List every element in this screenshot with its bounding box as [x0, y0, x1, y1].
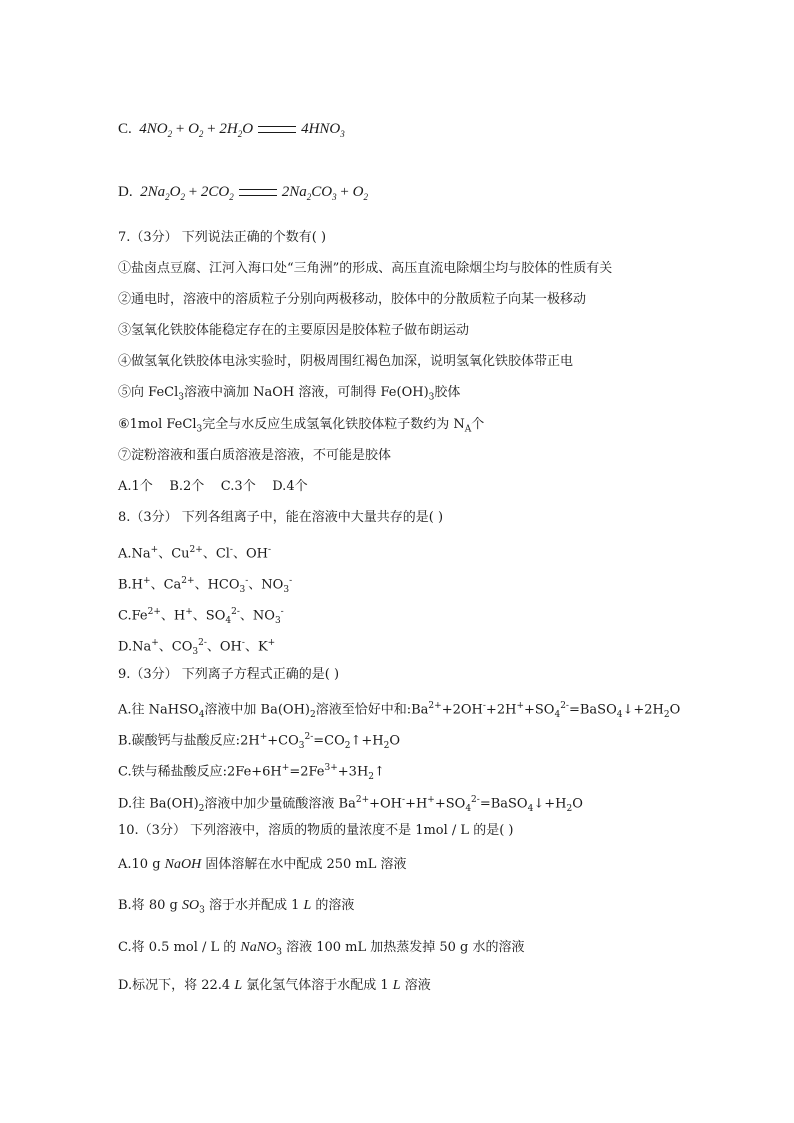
- question-9-option-d: D.往 $Ba(OH)_2$溶液中加少量硫酸溶液 $Ba^{2+}+OH^-+H^++SO_4^{2-}=BaSO_4↓+H_2O$: [118, 795, 583, 814]
- option-label: C.: [118, 121, 132, 137]
- question-9-title: 9.（3分） 下列离子方程式正确的是( ): [118, 667, 340, 682]
- statement-4: ④做氢氧化铁胶体电泳实验时，阴极周围红褐色加深，说明氢氧化铁胶体带正电: [118, 354, 574, 369]
- statement-6: ⑥1mol FeCl$_3$完全与水反应生成氢氧化铁胶体粒子数约为 $N_A$个: [118, 417, 485, 435]
- question-10-option-a: A.10 g NaOH 固体溶解在水中配成 250 mL 溶液: [118, 857, 407, 872]
- question-7-options: A.1个 B.2个 C.3个 D.4个: [118, 479, 308, 494]
- question-10-option-b: B.将 80 g $SO_3$ 溶于水并配成 1 L 的溶液: [118, 898, 355, 916]
- statement-5: ⑤向 FeCl$_3$溶液中滴加 NaOH 溶液，可制得 $Fe(OH)_3$胶体: [118, 385, 461, 403]
- question-9-option-a: A.往 NaHSO$_4$溶液中加 $Ba(OH)_2$溶液至恰好中和$:Ba^{2+}+2OH^-+2H^++SO_4^{2-}=BaSO_4↓+2H_2O$: [118, 701, 681, 720]
- question-9-option-c: C.铁与稀盐酸反应$:2Fe+6H^+=2Fe^{3+}+3H_2↑$: [118, 763, 385, 782]
- question-8-option-b: B.H+、$Ca^{2+}$、$HCO_3^-$、$NO_3^-$: [118, 576, 293, 595]
- question-8-option-c: $C.Fe^{2+}$、H+、$SO_4^{2-}$、$NO_3^-$: [118, 607, 284, 626]
- statement-1: ①盐卤点豆腐、江河入海口处“三角洲”的形成、高压直流电除烟尘均与胶体的性质有关: [118, 261, 613, 276]
- equals-arrow-icon: [239, 189, 277, 196]
- question-7-title: 7.（3分） 下列说法正确的个数有( ): [118, 230, 327, 245]
- question-10-option-d: D.标况下，将 22.4 L 氯化氢气体溶于水配成 1 L 溶液: [118, 978, 431, 993]
- question-10-option-c: C.将 0.5 mol / L 的 NaNO$_3$ 溶液 100 mL 加热蒸发掉 50 g 水的溶液: [118, 940, 525, 958]
- question-10-title: 10.（3分） 下列溶液中，溶质的物质的量浓度不是 1mol / L 的是( ): [118, 823, 514, 838]
- option-label: D.: [118, 184, 133, 200]
- statement-7: ⑦淀粉溶液和蛋白质溶液是溶液，不可能是胶体: [118, 448, 392, 463]
- option-c: C. $4NO_2 + O_2 + 2H_2O$ $4HNO_3$: [118, 121, 345, 139]
- question-8-option-d: D.Na+、$CO_3^{2-}$、OH-、K+: [118, 638, 276, 657]
- question-8-title: 8.（3分） 下列各组离子中，能在溶液中大量共存的是( ): [118, 510, 444, 525]
- option-d: D. $2Na_2O_2 + 2CO_2$ $2Na_2CO_3 + O_2$: [118, 184, 368, 202]
- question-9-option-b: B.碳酸钙与盐酸反应$:2H^++CO_3^{2-}=CO_2↑+H_2O$: [118, 732, 401, 751]
- statement-3: ③氢氧化铁胶体能稳定存在的主要原因是胶体粒子做布朗运动: [118, 323, 470, 338]
- question-8-option-a: A.Na+、$Cu^{2+}$、Cl-、OH-: [118, 545, 272, 562]
- statement-2: ②通电时，溶液中的溶质粒子分别向两极移动，胶体中的分散质粒子向某一极移动: [118, 292, 587, 307]
- equals-arrow-icon: [258, 126, 296, 133]
